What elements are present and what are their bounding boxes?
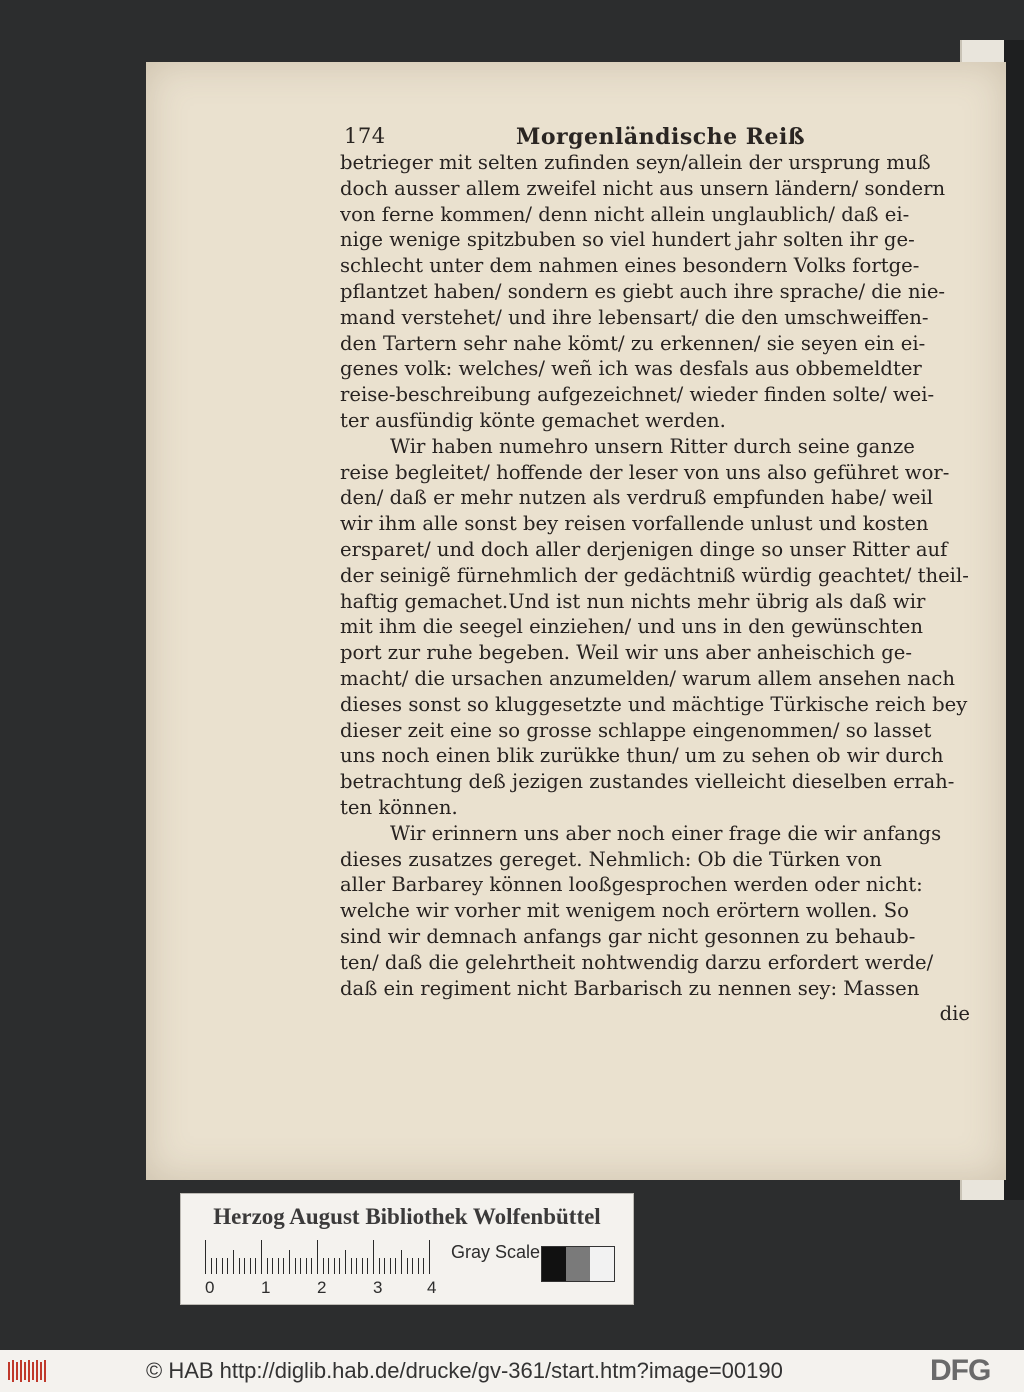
text-line: ten können. (340, 795, 458, 819)
gray-swatch-mid (566, 1247, 590, 1281)
text-line: genes volk: welches/ weñ ich was desfals aus obbemeldter (340, 357, 922, 381)
ruler-tick (384, 1258, 385, 1274)
ruler-tick (323, 1258, 324, 1274)
text-line: die (939, 1002, 970, 1026)
ruler-tick (278, 1258, 279, 1274)
text-line: haftig gemachet.Und ist nun nichts mehr übrig als daß wir (340, 589, 926, 613)
ruler-tick (395, 1258, 396, 1274)
text-line: mit ihm die seegel einziehen/ und uns in den gewünschten (340, 615, 924, 639)
ruler-tick (233, 1250, 234, 1274)
page-header (196, 96, 976, 150)
ruler-tick (423, 1258, 424, 1274)
ruler-tick (412, 1258, 413, 1274)
gray-swatch-white (590, 1247, 614, 1281)
text-line: von ferne kommen/ denn nicht allein unglaublich/ daß ei- (340, 202, 910, 226)
ruler-label-3: 3 (373, 1278, 383, 1297)
ruler-tick (379, 1258, 380, 1274)
ruler-tick (211, 1258, 212, 1274)
ruler-tick (345, 1250, 346, 1274)
gray-scale-swatches (541, 1246, 615, 1282)
text-line: ersparet/ und doch aller derjenigen dinge so unser Ritter auf (340, 537, 948, 561)
ruler-tick (390, 1258, 391, 1274)
ruler-tick (239, 1258, 240, 1274)
ruler-tick (227, 1258, 228, 1274)
ruler-tick (356, 1258, 357, 1274)
ruler-tick (261, 1240, 262, 1274)
text-line: reise-beschreibung aufgezeichnet/ wieder finden solte/ wei- (340, 383, 935, 407)
text-line: nige wenige spitzbuben so viel hundert jahr solten ihr ge- (340, 228, 915, 252)
page-number: 174 (344, 124, 386, 148)
ruler-tick (418, 1258, 419, 1274)
ruler-tick (351, 1258, 352, 1274)
text-line: doch ausser allem zweifel nicht aus unsern ländern/ sondern (340, 176, 946, 200)
text-line: wir ihm alle sonst bey reisen vorfallende unlust und kosten (340, 512, 929, 536)
text-line: ter ausfündig könte gemachet werden. (340, 408, 726, 432)
text-line: dieser zeit eine so grosse schlappe eingenommen/ so lasset (340, 718, 932, 742)
ruler-tick (317, 1240, 318, 1274)
text-line: dieses sonst so kluggesetzte und mächtige Türkische reich bey (340, 692, 968, 716)
ruler-tick (222, 1258, 223, 1274)
ruler-tick (362, 1258, 363, 1274)
text-line: aller Barbarey können looßgesprochen werden oder nicht: (340, 873, 923, 897)
ruler-tick (255, 1258, 256, 1274)
ruler-tick (283, 1258, 284, 1274)
text-line: betrachtung deß jezigen zustandes vielleicht dieselben errah- (340, 770, 955, 794)
footer-bar (0, 1350, 1024, 1392)
text-line: macht/ die ursachen anzumelden/ warum allem ansehen nach (340, 666, 955, 690)
ruler-tick (339, 1258, 340, 1274)
text-line: welche wir vorher mit wenigem noch erörtern wollen. So (340, 899, 909, 923)
measurement-ruler (205, 1240, 453, 1274)
text-line: uns noch einen blik zurükke thun/ um zu sehen ob wir durch (340, 744, 944, 768)
ruler-tick (373, 1240, 374, 1274)
text-line: mand verstehet/ und ihre lebensart/ die den umschweiffen- (340, 305, 929, 329)
text-line: sind wir demnach anfangs gar nicht gesonnen zu behaub- (340, 924, 916, 948)
text-line: port zur ruhe begeben. Weil wir uns aber anheischich ge- (340, 641, 913, 665)
body-text (340, 150, 970, 1027)
ruler-tick (272, 1258, 273, 1274)
ruler-tick (334, 1258, 335, 1274)
text-line: den/ daß er mehr nutzen als verdruß empfunden habe/ weil (340, 486, 934, 510)
text-line: betrieger mit selten zufinden seyn/allein der ursprung muß (340, 151, 931, 174)
text-line: dieses zusatzes gereget. Nehmlich: Ob die Türken von (340, 847, 882, 871)
text-line: Wir erinnern uns aber noch einer frage die wir anfangs (390, 821, 942, 845)
ruler-tick (267, 1258, 268, 1274)
text-line: den Tartern sehr nahe kömt/ zu erkennen/ sie seyen ein ei- (340, 331, 926, 355)
ruler-tick (250, 1258, 251, 1274)
text-line: daß ein regiment nicht Barbarisch zu nennen sey: Massen (340, 976, 920, 1000)
ruler-tick (205, 1240, 206, 1274)
ruler-tick (429, 1240, 430, 1274)
ruler-tick (407, 1258, 408, 1274)
ruler-tick (300, 1258, 301, 1274)
ruler-tick (216, 1258, 217, 1274)
ruler-label-4: 4 (427, 1278, 437, 1297)
ruler-tick (244, 1258, 245, 1274)
ruler-tick (367, 1258, 368, 1274)
gray-swatch-black (542, 1247, 566, 1281)
library-name: Herzog August Bibliothek Wolfenbüttel (213, 1204, 601, 1229)
text-line: ten/ daß die gelehrtheit nohtwendig darzu erfordert werde/ (340, 950, 934, 974)
ruler-tick (401, 1250, 402, 1274)
ruler-tick (295, 1258, 296, 1274)
ruler-label-0: 0 (205, 1278, 215, 1297)
ruler-label-2: 2 (317, 1278, 327, 1297)
ruler-tick (289, 1250, 290, 1274)
ruler-label-1: 1 (261, 1278, 271, 1297)
text-line: reise begleitet/ hoffende der leser von uns also geführet wor- (340, 460, 950, 484)
ruler-tick (311, 1258, 312, 1274)
ruler-tick (328, 1258, 329, 1274)
text-line: der seinigẽ fürnehmlich der gedächtniß würdig geachtet/ theil- (340, 563, 969, 587)
color-calibration-card (180, 1193, 634, 1305)
copyright-link[interactable]: © HAB http://diglib.hab.de/drucke/gv-361/start.htm?image=00190 (146, 1358, 783, 1383)
text-line: Wir haben numehro unsern Ritter durch seine ganze (390, 434, 915, 458)
running-head: Morgenländische Reiß (516, 124, 806, 150)
ruler-tick (306, 1258, 307, 1274)
text-line: schlecht unter dem nahmen eines besondern Volks fortge- (340, 254, 920, 278)
hab-logo-icon (6, 1358, 48, 1384)
dfg-logo: DFG (930, 1354, 991, 1387)
gray-scale-label: Gray Scale (451, 1242, 541, 1262)
backing-edge-strip (1004, 40, 1024, 1200)
text-line: pflantzet haben/ sondern es giebt auch ihre sprache/ die nie- (340, 279, 946, 303)
